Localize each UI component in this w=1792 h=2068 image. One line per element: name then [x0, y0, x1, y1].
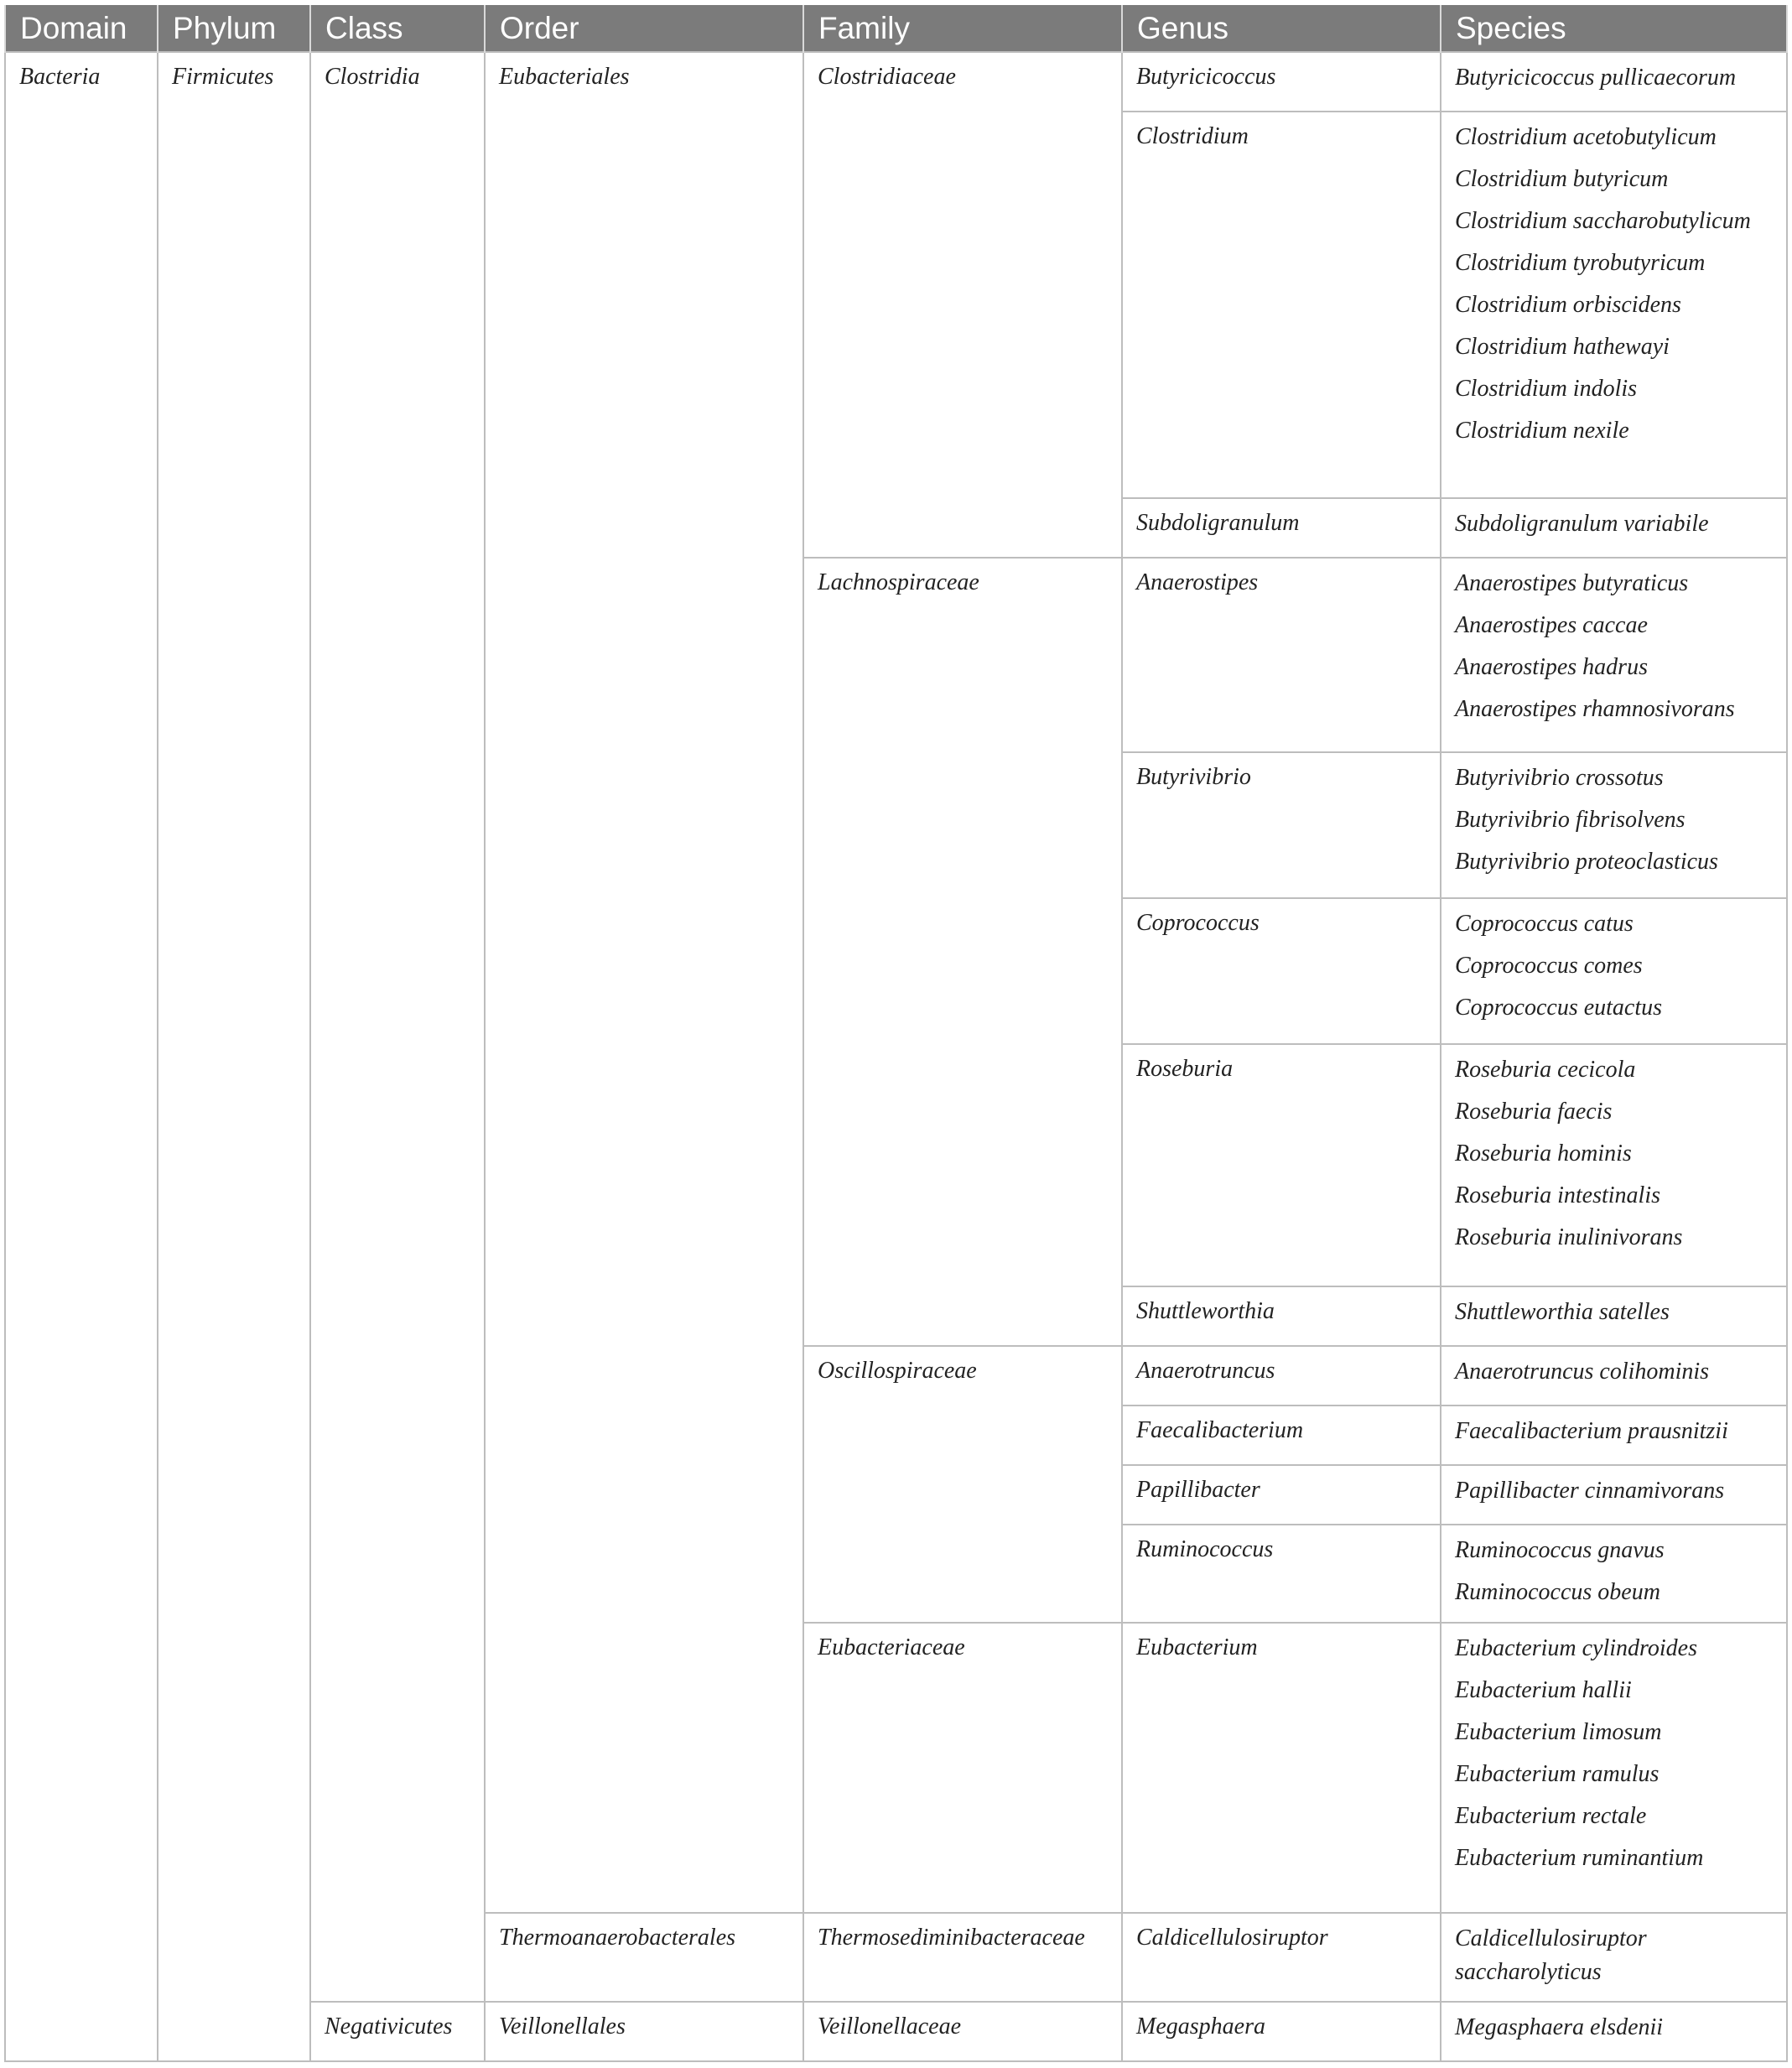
species-name: Clostridium butyricum	[1455, 166, 1669, 193]
species-cell	[1441, 498, 1787, 558]
order-cell: Eubacteriales	[485, 52, 803, 1913]
species-name: Coprococcus catus	[1455, 910, 1634, 937]
family-cell: Veillonellaceae	[803, 2002, 1122, 2061]
class-cell: Negativicutes	[310, 2002, 485, 2061]
species-name: Megasphaera elsdenii	[1455, 2013, 1664, 2040]
species-name: Roseburia faecis	[1455, 1099, 1613, 1125]
species-name: Butyricicoccus pullicaecorum	[1455, 65, 1737, 91]
species-name: Roseburia inulinivorans	[1455, 1224, 1683, 1251]
col-header-order: Order	[485, 5, 803, 52]
species-cell	[1441, 52, 1787, 112]
col-header-phylum: Phylum	[158, 5, 310, 52]
species-name: Butyrivibrio crossotus	[1455, 764, 1664, 791]
species-name: Clostridium indolis	[1455, 376, 1638, 403]
table-row	[5, 52, 1787, 112]
species-name: Roseburia cecicola	[1455, 1057, 1636, 1083]
family-cell: Eubacteriaceae	[803, 1623, 1122, 1913]
header-row	[5, 5, 1787, 52]
species-cell	[1441, 558, 1787, 752]
species-name: Eubacterium hallii	[1455, 1677, 1632, 1704]
genus-cell: Faecalibacterium	[1122, 1406, 1441, 1465]
species-cell	[1441, 1465, 1787, 1525]
genus-cell: Anaerotruncus	[1122, 1346, 1441, 1406]
family-cell: Thermosediminibacteraceae	[803, 1913, 1122, 2001]
species-name: Eubacterium ruminantium	[1455, 1845, 1704, 1872]
species-name: Clostridium acetobutylicum	[1455, 124, 1717, 151]
species-name: Eubacterium rectale	[1455, 1803, 1647, 1830]
genus-cell: Butyricicoccus	[1122, 52, 1441, 112]
species-name: Subdoligranulum variabile	[1455, 510, 1709, 537]
species-cell	[1441, 1406, 1787, 1465]
species-cell	[1441, 1044, 1787, 1286]
genus-cell: Butyrivibrio	[1122, 752, 1441, 898]
species-name: Clostridium hathewayi	[1455, 334, 1670, 361]
col-header-family: Family	[803, 5, 1122, 52]
species-cell	[1441, 898, 1787, 1044]
phylum-cell: Firmicutes	[158, 52, 310, 2061]
genus-cell: Caldicellulosiruptor	[1122, 1913, 1441, 2001]
species-name: Anaerostipes butyraticus	[1455, 569, 1689, 596]
species-cell	[1441, 1286, 1787, 1346]
species-name: Eubacterium ramulus	[1455, 1761, 1660, 1788]
species-name: Roseburia intestinalis	[1455, 1182, 1660, 1209]
species-name: Roseburia hominis	[1455, 1141, 1632, 1167]
species-name: Anaerostipes caccae	[1455, 611, 1648, 638]
species-name: Ruminococcus gnavus	[1455, 1537, 1665, 1564]
species-cell	[1441, 2002, 1787, 2061]
order-cell: Veillonellales	[485, 2002, 803, 2061]
species-cell	[1441, 1346, 1787, 1406]
species-name: Ruminococcus obeum	[1455, 1579, 1660, 1606]
species-name: Clostridium saccharobutylicum	[1455, 208, 1751, 235]
species-name: Clostridium orbiscidens	[1455, 292, 1681, 319]
species-name: Coprococcus eutactus	[1455, 994, 1663, 1021]
genus-cell: Clostridium	[1122, 112, 1441, 498]
species-name: Coprococcus comes	[1455, 952, 1643, 979]
col-header-class: Class	[310, 5, 485, 52]
genus-cell: Shuttleworthia	[1122, 1286, 1441, 1346]
genus-cell: Ruminococcus	[1122, 1525, 1441, 1623]
family-cell: Clostridiaceae	[803, 52, 1122, 558]
col-header-genus: Genus	[1122, 5, 1441, 52]
species-cell	[1441, 112, 1787, 498]
family-cell: Lachnospiraceae	[803, 558, 1122, 1346]
species-cell	[1441, 752, 1787, 898]
species-name: Clostridium nexile	[1455, 418, 1629, 444]
genus-cell: Coprococcus	[1122, 898, 1441, 1044]
species-cell	[1441, 1623, 1787, 1913]
species-name: Shuttleworthia satelles	[1455, 1298, 1670, 1325]
species-name: Anaerostipes rhamnosivorans	[1455, 695, 1735, 722]
species-name: Clostridium tyrobutyricum	[1455, 250, 1706, 277]
species-name: Eubacterium cylindroides	[1455, 1635, 1698, 1662]
col-header-species: Species	[1441, 5, 1787, 52]
species-name: Caldicellulosiruptor saccharolyticus	[1455, 1925, 1647, 1986]
species-cell	[1441, 1525, 1787, 1623]
species-name: Butyrivibrio proteoclasticus	[1455, 848, 1718, 875]
class-cell: Clostridia	[310, 52, 485, 2002]
family-cell: Oscillospiraceae	[803, 1346, 1122, 1623]
species-name: Anaerotruncus colihominis	[1455, 1358, 1710, 1385]
taxonomy-table	[4, 5, 1788, 2062]
genus-cell: Eubacterium	[1122, 1623, 1441, 1913]
species-name: Faecalibacterium prausnitzii	[1455, 1418, 1728, 1445]
genus-cell: Megasphaera	[1122, 2002, 1441, 2061]
genus-cell: Papillibacter	[1122, 1465, 1441, 1525]
col-header-domain: Domain	[5, 5, 158, 52]
domain-cell: Bacteria	[5, 52, 158, 2061]
species-cell	[1441, 1913, 1787, 2001]
species-name: Butyrivibrio fibrisolvens	[1455, 806, 1686, 833]
species-name: Anaerostipes hadrus	[1455, 653, 1648, 680]
genus-cell: Roseburia	[1122, 1044, 1441, 1286]
species-name: Eubacterium limosum	[1455, 1719, 1662, 1746]
genus-cell: Subdoligranulum	[1122, 498, 1441, 558]
species-name: Papillibacter cinnamivorans	[1455, 1478, 1725, 1504]
genus-cell: Anaerostipes	[1122, 558, 1441, 752]
order-cell: Thermoanaerobacterales	[485, 1913, 803, 2001]
